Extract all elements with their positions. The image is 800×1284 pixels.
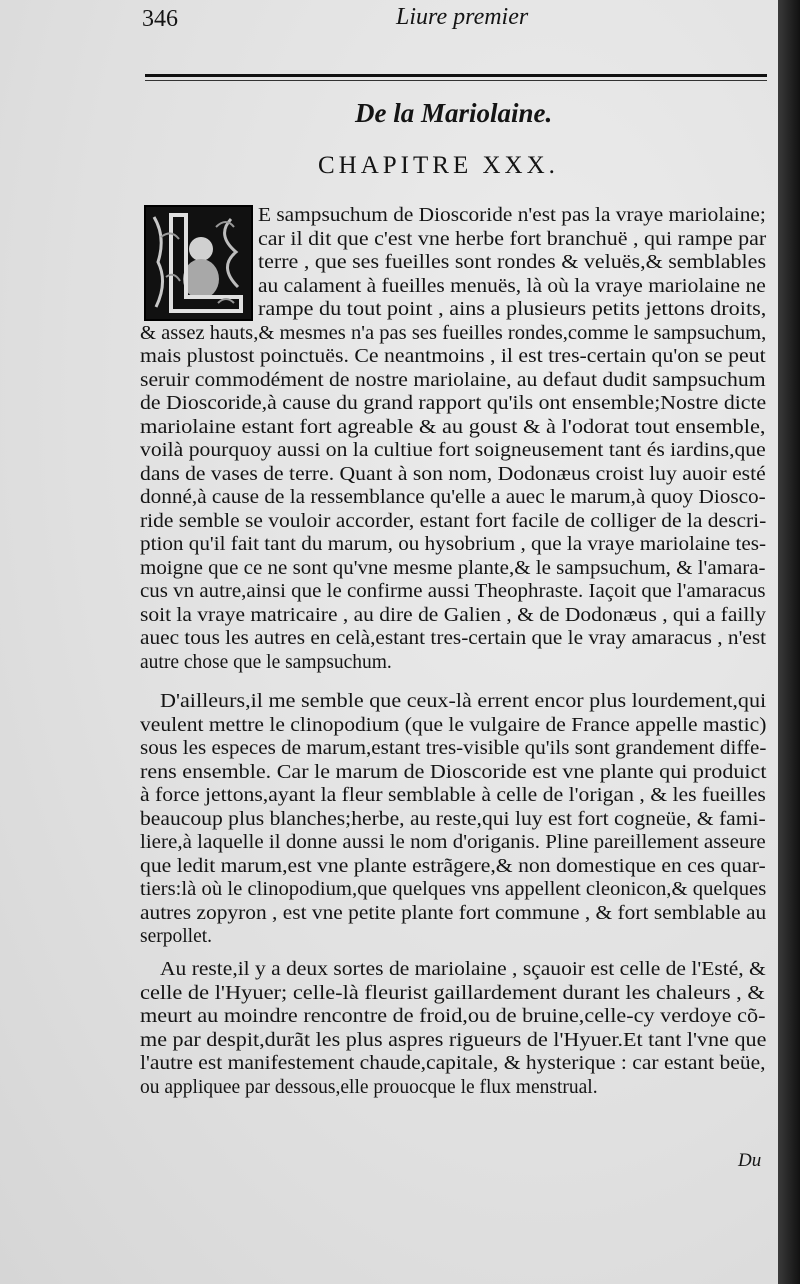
text-line: mais plustost poinctuës. Ce neantmoins , il est tres-certain qu'on se peut <box>140 346 766 367</box>
chapter-title: CHAPITRE XXX. <box>318 152 559 179</box>
text-line: rens ensemble. Car le marum de Dioscoride est vne plante qui produict <box>140 761 767 783</box>
text-line: terre , que ses fueilles sont rondes & veluës,& semblables <box>258 252 767 273</box>
header-rule-thin <box>145 80 767 81</box>
catchword: Du <box>738 1150 762 1171</box>
text-line: ou appliquee par dessous,elle prouocque le flux menstrual. <box>140 1076 598 1098</box>
text-line: me par despit,durãt les plus aspres rigueurs de l'Hyuer.Et tant l'vne que <box>140 1029 767 1051</box>
text-line: seruir commodément de nostre mariolaine, au defaut dudit sampsuchum <box>140 369 766 391</box>
text-line: E sampsuchum de Dioscoride n'est pas la vraye mariolaine; <box>258 205 766 226</box>
text-line: soit la vraye matricaire , au dire de Galien , & de Dodonæus , qui a failly <box>140 604 767 626</box>
text-line: liere,à laquelle il donne aussi le nom d'origanis. Pline pareillement asseure <box>140 832 766 853</box>
decorated-initial-l <box>144 205 253 321</box>
text-line: tiers:là où le clinopodium,que quelques vns appellent cleonicon,& quelques <box>140 879 767 900</box>
section-title: De la Mariolaine. <box>355 98 553 128</box>
text-line: auec tous les autres en celà,estant tres-certain que le vray amaracus , n'est <box>140 628 767 649</box>
running-title: Liure premier <box>396 4 529 30</box>
text-line: veulent mettre le clinopodium (que le vulgaire de France appelle mastic) <box>140 714 767 736</box>
page-number: 346 <box>142 6 178 32</box>
text-line: autres zopyron , est vne petite plante fort commune , & fort semblable au <box>140 902 767 924</box>
text-line: à force jettons,ayant la fleur semblable à celle de l'origan , & les fueilles <box>140 785 766 806</box>
text-line: moigne que ce ne sont qu'vne mesme plante,& le sampsuchum, & l'amara- <box>140 557 766 579</box>
text-line: car il dit que c'est vne herbe fort branchuë , qui rampe par <box>258 228 767 250</box>
text-line: D'ailleurs,il me semble que ceux-là errent encor plus lourdement,qui <box>160 691 767 712</box>
text-line: ption qu'il fait tant du marum, ou hysobrium , que la vraye mariolaine tes- <box>140 534 767 555</box>
text-line: mariolaine estant fort agreable & au goust & à l'odorat tout ensemble, <box>140 416 766 438</box>
text-line: meurt au moindre rencontre de froid,ou de bruine,celle-cy verdoye cõ- <box>140 1006 766 1027</box>
text-line: cus vn autre,ainsi que le confirme aussi Theophraste. Iaçoit que l'amaracus <box>140 581 766 602</box>
text-line: serpollet. <box>140 926 213 947</box>
text-line: de Dioscoride,à cause du grand rapport qu'ils ont ensemble;Nostre dicte <box>140 393 767 414</box>
text-line: rampe du tout point , ains a plusieurs petits jettons droits, <box>258 299 767 320</box>
text-line: sous les especes de marum,estant tres-visible qu'ils sont grandement diffe- <box>140 738 767 759</box>
text-line: celle de l'Hyuer; celle-là fleurist gaillardement durant les chaleurs , & <box>140 982 765 1004</box>
text-line: beaucoup plus blanches;herbe, au reste,qui luy est fort cogneüe, & fami- <box>140 808 766 830</box>
text-line: & assez hauts,& mesmes n'a pas ses fueilles rondes,comme le sampsuchum, <box>140 322 767 344</box>
text-line: que ledit marum,est vne plante estrãgere,& non domestique en ces quar- <box>140 855 766 877</box>
text-line: voilà pourquoy aussi on la cultiue fort soigneusement tant és iardins,que <box>140 440 766 461</box>
text-line: au calament à fueilles menuës, là où la vraye mariolaine ne <box>258 275 766 297</box>
text-line: dans de vases de terre. Quant à son nom, Dodonæus croist luy auoir esté <box>140 463 766 485</box>
running-header <box>0 4 778 40</box>
header-rule <box>145 74 767 77</box>
text-line: ride semble se vouloir accorder, estant fort facile de colliger de la descri- <box>140 510 767 532</box>
page-edge-shadow <box>778 0 800 1284</box>
text-line: autre chose que le sampsuchum. <box>140 651 392 673</box>
text-line: l'autre est manifestement chaude,capitale, & hysterique : car estant beüe, <box>140 1053 766 1074</box>
text-line: donné,à cause de la ressemblance qu'elle a auec le marum,à quoy Diosco- <box>140 487 766 508</box>
text-line: Au reste,il y a deux sortes de mariolaine , sçauoir est celle de l'Esté, & <box>160 959 766 980</box>
